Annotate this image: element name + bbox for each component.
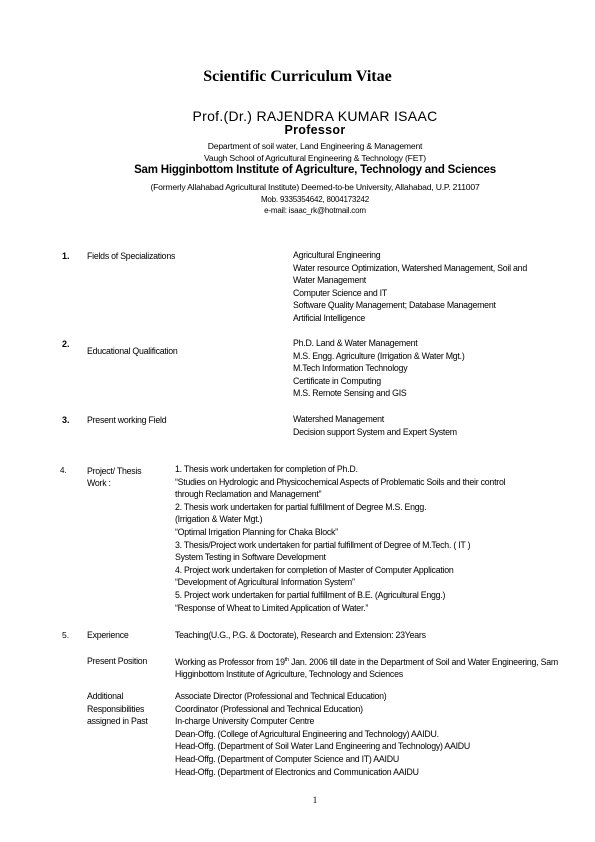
section-number: 1. [62, 251, 70, 261]
list-item: “Development of Agricultural Information System” [175, 577, 355, 588]
person-name: Prof.(Dr.) RAJENDRA KUMAR ISAAC [192, 108, 438, 124]
section-label: Fields of Specializations [87, 251, 176, 261]
section-label: Educational Qualification [87, 346, 178, 356]
list-item: System Testing in Software Development [175, 552, 326, 563]
page-number: 1 [312, 795, 318, 805]
institute-name: Sam Higginbottom Institute of Agriculture, Technology and Sciences [134, 164, 496, 176]
section-label: Experience [87, 630, 129, 640]
list-item: M.S. Engg. Agriculture (Irrigation & Water Mgt.) [293, 350, 465, 361]
list-item: Agricultural Engineering [293, 250, 381, 260]
email-line[interactable]: e-mail: isaac_rk@hotmail.com [264, 206, 366, 215]
list-item: Head-Offg. (Department of Soil Water Land Engineering and Technology) AAIDU [175, 741, 471, 752]
section-label-continued: Work : [87, 478, 111, 488]
list-item: Water Management [293, 275, 366, 286]
list-item: Software Quality Management; Database Management [293, 300, 496, 311]
mobile-line: Mob. 9335354642, 8004173242 [260, 195, 370, 204]
label-line: assigned in Past [87, 716, 148, 727]
section-number: 2. [62, 339, 70, 349]
experience-text: Teaching(U.G., P.G. & Doctorate), Research and Extension: 23Years [175, 630, 426, 640]
list-item: 4. Project work undertaken for completion of Master of Computer Application [175, 564, 454, 575]
section-number: 3. [62, 415, 70, 425]
list-item: 3. Thesis/Project work undertaken for partial fulfillment of Degree of M.Tech. ( IT ) [175, 539, 471, 550]
present-position-label: Present Position [87, 656, 148, 666]
list-item: 2. Thesis work undertaken for partial fulfillment of Degree M.S. Engg. [175, 501, 427, 512]
section-number: 4. [60, 466, 67, 475]
formerly-line: (Formerly Allahabad Agricultural Institute) Deemed-to-be University, Allahabad, U.P. 211007 [150, 182, 480, 192]
additional-responsibilities-list [175, 690, 470, 778]
list-item: 1. Thesis work undertaken for completion of Ph.D. [175, 464, 358, 474]
project-thesis-list [175, 463, 505, 614]
list-item: (Irrigation & Water Mgt.) [175, 514, 263, 525]
list-item: Ph.D. Land & Water Management [293, 338, 418, 348]
list-item: Associate Director (Professional and Technical Education) [175, 691, 387, 701]
qualification-list [293, 337, 465, 400]
list-item: through Reclamation and Management” [175, 489, 322, 500]
list-item: In-charge University Computer Centre [175, 716, 315, 727]
list-item: Water resource Optimization, Watershed Management, Soil and [293, 262, 527, 273]
designation: Professor [284, 123, 346, 137]
label-line: Responsibilities [87, 703, 145, 714]
section-number: 5. [62, 630, 70, 640]
list-item: Artificial Intelligence [293, 312, 365, 323]
list-item: 5. Project work undertaken for partial fulfillment of B.E. (Agricultural Engg.) [175, 589, 446, 600]
list-item: “Optimal Irrigation Planning for Chaka Block” [175, 526, 338, 537]
present-position-text: Working as Professor from 19th Jan. 2006 till date in the Department of Soil and Water Engineering, Sam Higginbottom Institute of Agriculture, Technology and Sciences [175, 656, 558, 680]
list-item: Head-Offg. (Department of Computer Science and IT) AAIDU [175, 753, 399, 764]
list-item: Watershed Management [293, 414, 385, 424]
additional-responsibilities-label [87, 690, 148, 728]
working-field-list [293, 413, 457, 438]
list-item: Decision support System and Expert System [293, 426, 457, 437]
department-line: Department of soil water, Land Engineering & Management [207, 141, 423, 151]
list-item: “Response of Wheat to Limited Application of Water.” [175, 602, 369, 613]
section-label: Project/ Thesis [87, 466, 142, 476]
document-title: Scientific Curriculum Vitae [203, 68, 392, 85]
school-line: Vaugh School of Agricultural Engineering & Technology (FET) [204, 153, 426, 163]
list-item: Computer Science and IT [293, 287, 387, 298]
list-item: “Studies on Hydrologic and Physicochemical Aspects of Problematic Soils and their control [175, 476, 506, 487]
specializations-list [293, 249, 527, 325]
section-label: Present working Field [87, 415, 167, 425]
list-item: Certificate in Computing [293, 375, 381, 386]
list-item: Coordinator (Professional and Technical Education) [175, 703, 363, 714]
list-item: M.S. Remote Sensing and GIS [293, 388, 407, 399]
list-item: Head-Offg. (Department of Electronics and Communication AAIDU [175, 766, 419, 777]
list-item: M.Tech Information Technology [293, 363, 408, 374]
label-line: Additional [87, 691, 124, 701]
list-item: Dean-Offg. (College of Agricultural Engineering and Technology) AAIDU. [175, 728, 439, 739]
